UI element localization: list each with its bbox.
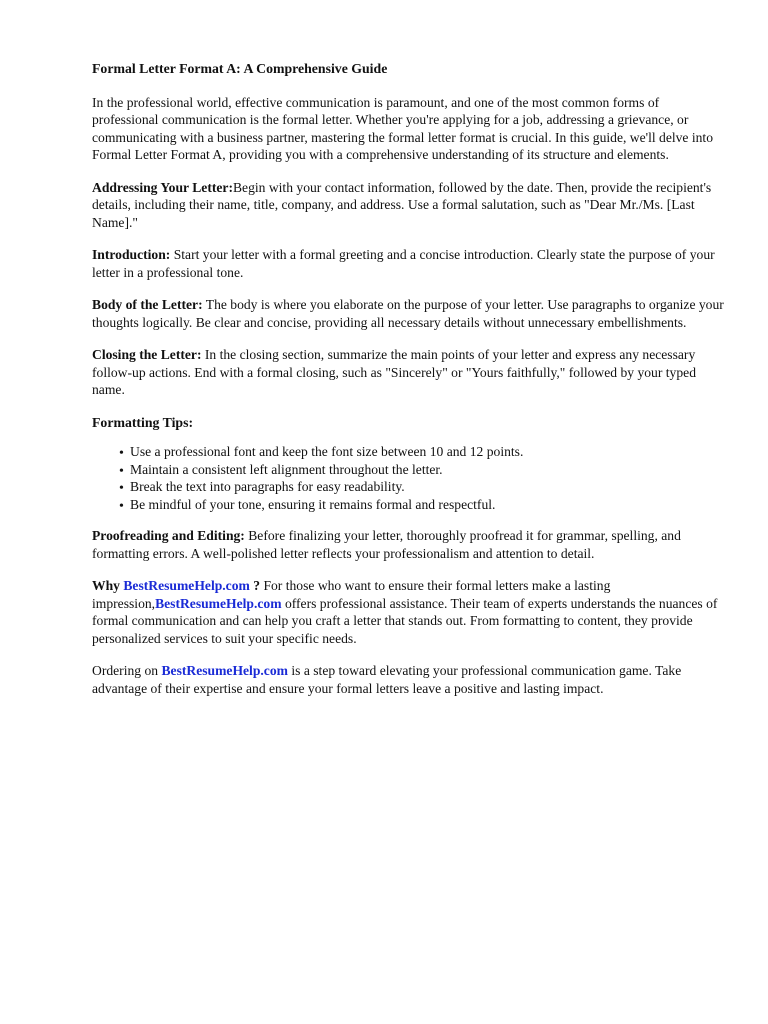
section-text: The body is where you elaborate on the purpose of your letter. Use paragraphs to organize your thoughts logically. Be clear and concise, providing all necessary details without unnecessary embellishments. xyxy=(92,297,724,330)
section-addressing xyxy=(92,179,724,232)
bullet-icon: • xyxy=(119,446,124,461)
bestresumehelp-link[interactable]: BestResumeHelp.com xyxy=(155,595,282,611)
why-question-mark: ? xyxy=(249,578,261,593)
list-item xyxy=(119,461,724,479)
list-item-text: Break the text into paragraphs for easy readability. xyxy=(130,479,405,494)
why-text: For those who want to ensure their formal letters make a lasting impression, xyxy=(92,578,611,611)
list-item-text: Use a professional font and keep the font size between 10 and 12 points. xyxy=(130,444,524,459)
formatting-tips-heading: Formatting Tips: xyxy=(92,414,194,430)
document-page xyxy=(92,60,724,712)
section-text: Before finalizing your letter, thoroughly proofread it for grammar, spelling, and formatting errors. A well-polished letter reflects your professionalism and attention to detail. xyxy=(92,528,681,561)
bullet-icon: • xyxy=(119,463,124,479)
section-heading: Body of the Letter: xyxy=(92,297,203,312)
bullet-icon: • xyxy=(119,498,124,514)
section-text: Start your letter with a formal greeting and a concise introduction. Clearly state the purpose of your letter in a professional tone. xyxy=(92,247,715,280)
section-why xyxy=(92,577,724,647)
section-introduction xyxy=(92,246,724,281)
formatting-tips-list xyxy=(92,443,724,513)
section-text: In the closing section, summarize the main points of your letter and express any necessary follow-up actions. End with a formal closing, such as "Sincerely" or "Yours faithfully," followed by your typed name. xyxy=(92,347,696,397)
section-proofreading xyxy=(92,527,724,562)
bullet-icon: • xyxy=(119,481,124,496)
section-heading: Addressing Your Letter: xyxy=(92,179,233,195)
section-closing xyxy=(92,346,724,399)
list-item xyxy=(119,478,724,496)
why-text-continued: offers professional assistance. Their team of experts understands the nuances of formal communication and can help you craft a letter that stands out. From formatting to content, they provide personalized services to suit your specific needs. xyxy=(92,595,718,646)
section-ordering xyxy=(92,662,724,697)
bestresumehelp-link[interactable]: BestResumeHelp.com xyxy=(123,578,250,593)
list-item-text: Be mindful of your tone, ensuring it remains formal and respectful. xyxy=(130,496,496,512)
section-text: Begin with your contact information, followed by the date. Then, provide the recipient's details, including their name, title, company, and address. Use a formal salutation, such as "Dear Mr./Ms. [Last Name]." xyxy=(92,179,712,230)
section-body xyxy=(92,296,724,331)
list-item-text: Maintain a consistent left alignment throughout the letter. xyxy=(130,461,443,477)
bestresumehelp-link[interactable]: BestResumeHelp.com xyxy=(161,663,288,678)
why-prefix: Why xyxy=(92,578,124,593)
section-heading: Closing the Letter: xyxy=(92,347,202,362)
list-item xyxy=(119,496,724,514)
ordering-text: is a step toward elevating your professional communication game. Take advantage of their expertise and ensure your formal letters leave a positive and lasting impact. xyxy=(92,663,682,696)
intro-paragraph: In the professional world, effective communication is paramount, and one of the most common forms of professional communication is the formal letter. Whether you're applying for a job, addressing a grievance, or communicating with a business partner, mastering the formal letter format is crucial. In this guide, we'll delve into Formal Letter Format A, providing you with a comprehensive understanding of its structure and elements. xyxy=(92,94,714,162)
ordering-prefix: Ordering on xyxy=(92,663,162,678)
section-heading: Proofreading and Editing: xyxy=(92,528,245,543)
document-title: Formal Letter Format A: A Comprehensive Guide xyxy=(92,61,388,76)
list-item xyxy=(119,443,724,461)
section-heading: Introduction: xyxy=(92,247,171,262)
